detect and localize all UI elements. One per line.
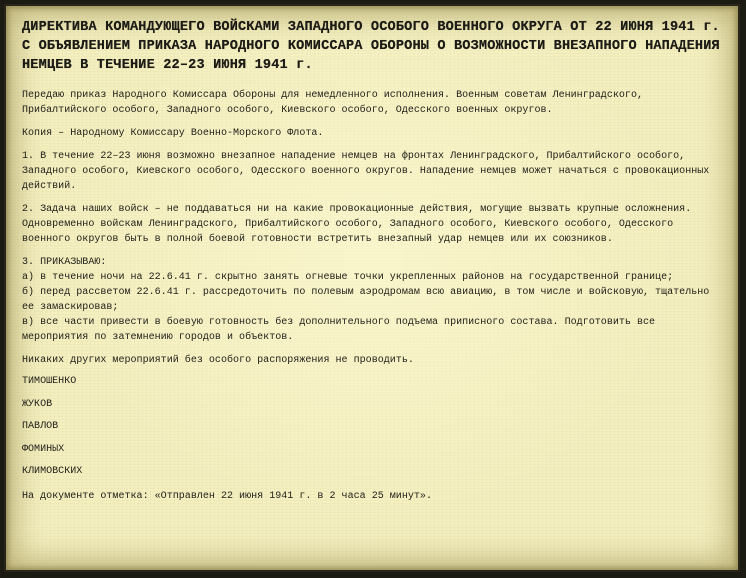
item-2-text: 2. Задача наших войск – не поддаваться ни на какие провокационные действия, могущие вызвать крупные осложнения. bbox=[22, 204, 692, 215]
signature-fominykh: ФОМИНЫХ bbox=[22, 443, 65, 455]
closing-paragraph: Никаких других мероприятий без особого распоряжения не проводить. bbox=[22, 355, 414, 366]
document-page bbox=[4, 4, 740, 572]
signature-zhukov: ЖУКОВ bbox=[22, 398, 53, 410]
document-title: ДИРЕКТИВА КОМАНДУЮЩЕГО ВОЙСКАМИ ЗАПАДНОГО ОСОБОГО ВОЕННОГО ОКРУГА ОТ 22 ИЮНЯ 1941 г. С ОБЪЯВЛЕНИЕМ ПРИКАЗА НАРОДНОГО КОМИССАРА ОБОРОНЫ О ВОЗМОЖНОСТИ ВНЕЗАПНОГО НАПАДЕНИЯ НЕМЦЕВ В ТЕЧЕНИЕ 22–23 ИЮНЯ 1941 г. bbox=[22, 20, 720, 73]
item-2-paragraph bbox=[22, 202, 722, 247]
item-3-paragraph bbox=[22, 255, 722, 345]
copy-paragraph: Копия – Народному Комиссару Военно-Морского Флота. bbox=[22, 128, 324, 139]
item-2-continuation: Одновременно войскам Ленинградского, Прибалтийского особого, Западного особого, Киевского особого, Одесского военного округов быть в полной боевой готовности встретить внезапный удар немцев или их союзников. bbox=[22, 219, 674, 245]
item-3-subitem-a: а) в течение ночи на 22.6.41 г. скрытно занять огневые точки укрепленных районов на государственной границе; bbox=[22, 272, 674, 283]
intro-paragraph: Передаю приказ Народного Комиссара Обороны для немедленного исполнения. Военным советам Ленинградского, Прибалтийского особого, Западного особого, Киевского особого, Одесского военных округов. bbox=[22, 90, 643, 116]
signature-pavlov: ПАВЛОВ bbox=[22, 421, 59, 432]
item-3-subitem-b: б) перед рассветом 22.6.41 г. рассредоточить по полевым аэродромам всю авиацию, в том числе и войсковую, тщательно ее замаскировав; bbox=[22, 287, 710, 313]
item-3-heading: 3. ПРИКАЗЫВАЮ: bbox=[22, 257, 107, 268]
signature-klimovskikh: КЛИМОВСКИХ bbox=[22, 466, 83, 477]
item-3-subitem-c: в) все части привести в боевую готовность без дополнительного подъема приписного состава. Подготовить все мероприятия по затемнению городов и объектов. bbox=[22, 317, 656, 343]
item-1-paragraph: 1. В течение 22–23 июня возможно внезапное нападение немцев на фронтах Ленинградского, Прибалтийского особого, Западного особого, Киевского особого, Одесского военного округов. Нападение немцев может начаться с провокационных действий. bbox=[22, 151, 710, 192]
dispatch-note: На документе отметка: «Отправлен 22 июня 1941 г. в 2 часа 25 минут». bbox=[22, 490, 432, 502]
signature-timoshenko: ТИМОШЕНКО bbox=[22, 376, 77, 387]
